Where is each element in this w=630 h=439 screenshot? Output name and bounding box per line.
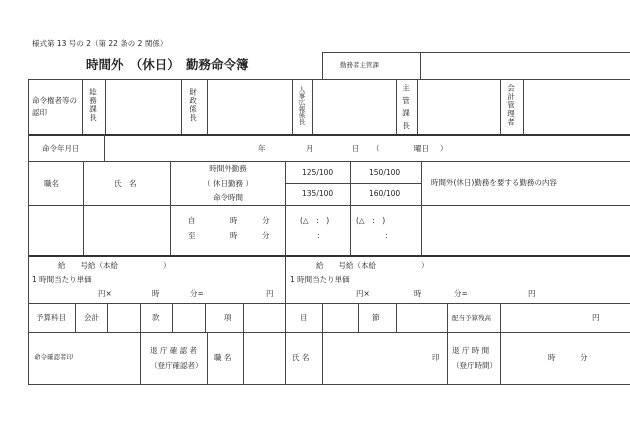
rule-time-bottom: [28, 255, 630, 257]
rule-cf-7: [500, 332, 501, 384]
rule-hd-2: [170, 161, 171, 255]
rule-ap-7: [396, 79, 397, 134]
rule-top: [322, 52, 630, 53]
approval-role-zaisei: 財政係長: [188, 88, 198, 122]
confirm-confirmer-line1: 退 庁 確 認 者: [150, 346, 198, 355]
salary-left-yen: 円: [266, 289, 274, 298]
budget-kaikei: 会計: [84, 313, 99, 322]
time-to: 至: [188, 231, 196, 240]
salary-right-min-eq: 分=: [454, 289, 468, 298]
rule-bd-2: [107, 303, 108, 332]
salary-right-hourly: 1 時間当たり単価: [290, 275, 350, 284]
confirm-hour: 時: [548, 353, 556, 362]
approval-role-shukan: 主管課長: [401, 84, 411, 134]
rate-150: 150/100: [369, 168, 401, 177]
colon-b: :: [385, 231, 388, 240]
rate-135: 135/100: [302, 189, 334, 198]
rule-cf-3: [243, 332, 244, 384]
rule-hd-3: [285, 161, 286, 255]
order-date-day: 日: [352, 144, 360, 153]
rule-hd-5: [421, 161, 422, 255]
rule-bd-3: [140, 303, 141, 332]
header-name: 氏 名: [114, 179, 137, 188]
salary-left-hourly: 1 時間当たり単価: [32, 275, 92, 284]
salary-left-label: 給 号給（本給 ）: [58, 261, 171, 270]
salary-right-yen: 円: [528, 289, 536, 298]
salary-right-hour: 時: [414, 289, 422, 298]
approval-role-soumu: 総務課長: [88, 88, 98, 122]
order-date-month: 月: [306, 144, 314, 153]
budget-yen: 円: [592, 313, 600, 322]
budget-kou: 項: [224, 313, 232, 322]
rule-cf-1: [140, 332, 141, 384]
order-date-year: 年: [258, 144, 266, 153]
rule-ap-3: [181, 79, 182, 134]
rule-bd-7: [285, 303, 286, 332]
rule-header-bottom: [28, 205, 630, 206]
budget-setsu: 節: [372, 313, 380, 322]
budget-label: 予算科目: [36, 313, 66, 322]
rule-ap-1: [82, 79, 83, 134]
rule-bd-5: [205, 303, 206, 332]
rule-outer-left: [28, 79, 29, 384]
confirm-confirmer-line2: （登庁確認者）: [150, 361, 203, 370]
rule-form-bottom: [28, 384, 630, 385]
rule-ap-10: [523, 79, 524, 134]
order-date-weekday: 曜日: [414, 144, 429, 153]
rule-salary-bottom: [28, 303, 630, 304]
rule-title-mid: [420, 52, 421, 79]
rule-ap-2: [105, 79, 106, 134]
rule-ap-6: [312, 79, 313, 134]
rate-125: 125/100: [302, 168, 334, 177]
header-ot-line1: 時間外勤務: [209, 164, 247, 173]
rule-cf-5: [322, 332, 323, 384]
rule-ap-5: [292, 79, 293, 134]
rule-bd-10: [396, 303, 397, 332]
confirm-post: 職 名: [214, 353, 232, 362]
header-ot-line2: （ 休日勤務 ）: [203, 179, 253, 188]
triangle-b: (△ : ): [356, 216, 386, 225]
rule-title-left: [322, 52, 323, 79]
rule-rates-mid: [285, 183, 421, 184]
form-title: 時間外 （休日） 勤務命令簿: [86, 57, 249, 72]
salary-left-hour: 時: [152, 289, 160, 298]
confirm-name: 氏 名: [292, 353, 310, 362]
salary-right-yen-times: 円×: [356, 289, 370, 298]
rule-cf-2: [207, 332, 208, 384]
header-work-content: 時間外(休日)勤務を要する勤務の内容: [431, 178, 557, 187]
confirm-leave-line2: （登庁時間）: [452, 361, 497, 370]
rule-sal-1: [285, 255, 286, 303]
confirm-stamp-label: 命令確認者印: [34, 353, 73, 361]
time-to-hour: 時: [230, 231, 238, 240]
rule-hd-1: [83, 161, 84, 255]
salary-left-yen-times: 円×: [98, 289, 112, 298]
rule-cf-6: [447, 332, 448, 384]
rule-bd-6: [243, 303, 244, 332]
rule-ap-8: [417, 79, 418, 134]
supervisor-label: 勤務者主管課: [340, 61, 379, 69]
rule-bd-4: [172, 303, 173, 332]
colon-a: :: [317, 231, 320, 240]
header-post: 職名: [44, 179, 59, 188]
order-date-label: 命令年月日: [42, 144, 80, 153]
salary-left-min-eq: 分=: [190, 289, 204, 298]
confirm-leave-line1: 退 庁 時 間: [452, 346, 490, 355]
rule-bd-9: [358, 303, 359, 332]
time-from-minute: 分: [262, 216, 270, 225]
budget-moku: 目: [300, 313, 308, 322]
approval-role-jinji: 人事広報係長: [297, 86, 306, 125]
rule-approval-top: [28, 79, 630, 80]
rule-ap-4: [207, 79, 208, 134]
rule-budget-bottom: [28, 332, 630, 333]
rule-date-bottom: [28, 161, 630, 162]
rule-bd-12: [500, 303, 501, 332]
triangle-a: (△ : ): [300, 216, 330, 225]
time-to-minute: 分: [262, 231, 270, 240]
budget-kan: 款: [152, 313, 160, 322]
rule-approval-bottom: [28, 134, 630, 136]
form-reference: 様式第 13 号の 2（第 22 条の 2 関係）: [32, 39, 168, 48]
rule-date-1: [104, 134, 105, 161]
order-date-paren-close: ）: [440, 144, 448, 153]
confirm-seal: 印: [432, 353, 440, 362]
confirm-minute: 分: [580, 353, 588, 362]
time-from: 自: [188, 216, 196, 225]
order-date-paren-open: （: [372, 144, 380, 153]
time-from-hour: 時: [230, 216, 238, 225]
approval-role-kaikei: 会計管理者: [506, 84, 516, 127]
rule-ap-9: [500, 79, 501, 134]
salary-right-label: 給 号給（本給 ）: [316, 261, 429, 270]
header-ot-line3: 命令時間: [213, 193, 243, 202]
rule-cf-4: [285, 332, 286, 384]
approval-left-label: 命令権者等の認印: [32, 96, 77, 117]
rule-bd-8: [322, 303, 323, 332]
rule-bd-11: [447, 303, 448, 332]
rule-bd-1: [75, 303, 76, 332]
rule-hd-4: [350, 161, 351, 255]
rate-160: 160/100: [369, 189, 401, 198]
budget-remaining: 配当予算残高: [452, 314, 491, 322]
